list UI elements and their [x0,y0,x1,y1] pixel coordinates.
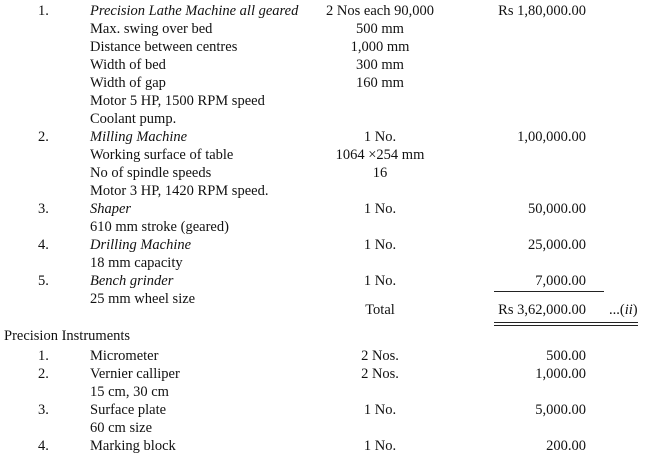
item-amount: 25,000.00 [528,237,586,253]
total-reference [609,301,638,319]
item-number: 3. [38,201,49,217]
spec-text: 610 mm stroke (geared) [90,219,229,235]
spec-text: 60 cm size [90,420,153,436]
item-row [0,272,646,290]
total-label: Total [365,302,395,318]
spec-row [0,383,646,401]
spec-row [0,254,646,272]
item-number: 2. [38,366,49,382]
item-amount: 5,000.00 [535,402,586,418]
item-number: 2. [38,129,49,145]
spec-row [0,20,646,38]
item-name: Drilling Machine [90,237,192,253]
spec-row [0,110,646,128]
spec-value: 300 mm [356,57,404,73]
spec-text: 15 cm, 30 cm [90,384,169,400]
item-row [0,128,646,146]
item-row [0,401,646,419]
item-amount: 50,000.00 [528,201,586,217]
spec-value: 1064 ×254 mm [335,147,425,163]
spec-row [0,38,646,56]
spec-text: 18 mm capacity [90,255,183,271]
spec-text: Width of bed [90,57,166,73]
spec-text: Distance between centres [90,39,238,55]
item-row [0,2,646,20]
spec-text: 25 mm wheel size [90,291,196,307]
spec-row [0,182,646,200]
item-amount: 1,00,000.00 [517,129,586,145]
spec-text: No of spindle speeds [90,165,212,181]
item-amount: 7,000.00 [535,273,586,289]
item-quantity: 2 Nos each 90,000 [326,3,434,19]
spec-row [0,56,646,74]
item-amount: 200.00 [546,438,586,454]
item-quantity: 2 Nos. [361,348,399,364]
item-row [0,347,646,365]
item-quantity: 1 No. [363,201,397,217]
item-number: 3. [38,402,49,418]
item-quantity: 2 Nos. [361,366,399,382]
total-rule-top [494,322,638,323]
item-name: Precision Lathe Machine all geared [90,3,299,19]
spec-row [0,146,646,164]
total-reference-open: ...( [609,302,625,318]
item-quantity: 1 No. [363,273,397,289]
spec-value: 500 mm [356,21,404,37]
item-amount: 500.00 [546,348,586,364]
item-row [0,200,646,218]
item-row [0,365,646,383]
spec-value: 1,000 mm [350,39,410,55]
item-amount: 1,000.00 [535,366,586,382]
item-name: Milling Machine [90,129,188,145]
section-heading: Precision Instruments [4,328,131,344]
spec-value: 160 mm [356,75,404,91]
item-quantity: 1 No. [363,129,397,145]
total-reference-close: ) [632,302,638,318]
spec-row [0,74,646,92]
item-name: Vernier calliper [90,366,180,382]
item-name: Marking block [90,438,176,454]
item-number: 1. [38,3,49,19]
item-quantity: 1 No. [363,402,397,418]
item-row [0,437,646,455]
item-number: 4. [38,438,49,454]
spec-text: Coolant pump. [90,111,177,127]
item-name: Surface plate [90,402,167,418]
spec-value: 16 [372,165,388,181]
item-amount: Rs 1,80,000.00 [498,3,586,19]
spec-row [0,164,646,182]
spec-row [0,218,646,236]
item-number: 1. [38,348,49,364]
subtotal-rule [494,291,604,292]
spec-text: Motor 3 HP, 1420 RPM speed. [90,183,269,199]
item-name: Bench grinder [90,273,174,289]
spec-text: Motor 5 HP, 1500 RPM speed [90,93,265,109]
item-quantity: 1 No. [363,237,397,253]
item-name: Shaper [90,201,132,217]
spec-row [0,419,646,437]
spec-text: Max. swing over bed [90,21,213,37]
item-row [0,236,646,254]
spec-text: Width of gap [90,75,166,91]
item-number: 5. [38,273,49,289]
total-rule-bottom [494,325,638,326]
total-row [0,301,646,319]
spec-text: Working surface of table [90,147,234,163]
total-amount: Rs 3,62,000.00 [498,302,586,318]
item-name: Micrometer [90,348,159,364]
item-quantity: 1 No. [363,438,397,454]
item-number: 4. [38,237,49,253]
spec-row [0,92,646,110]
total-reference-label: ii [624,302,633,318]
section-heading-row [0,327,646,345]
